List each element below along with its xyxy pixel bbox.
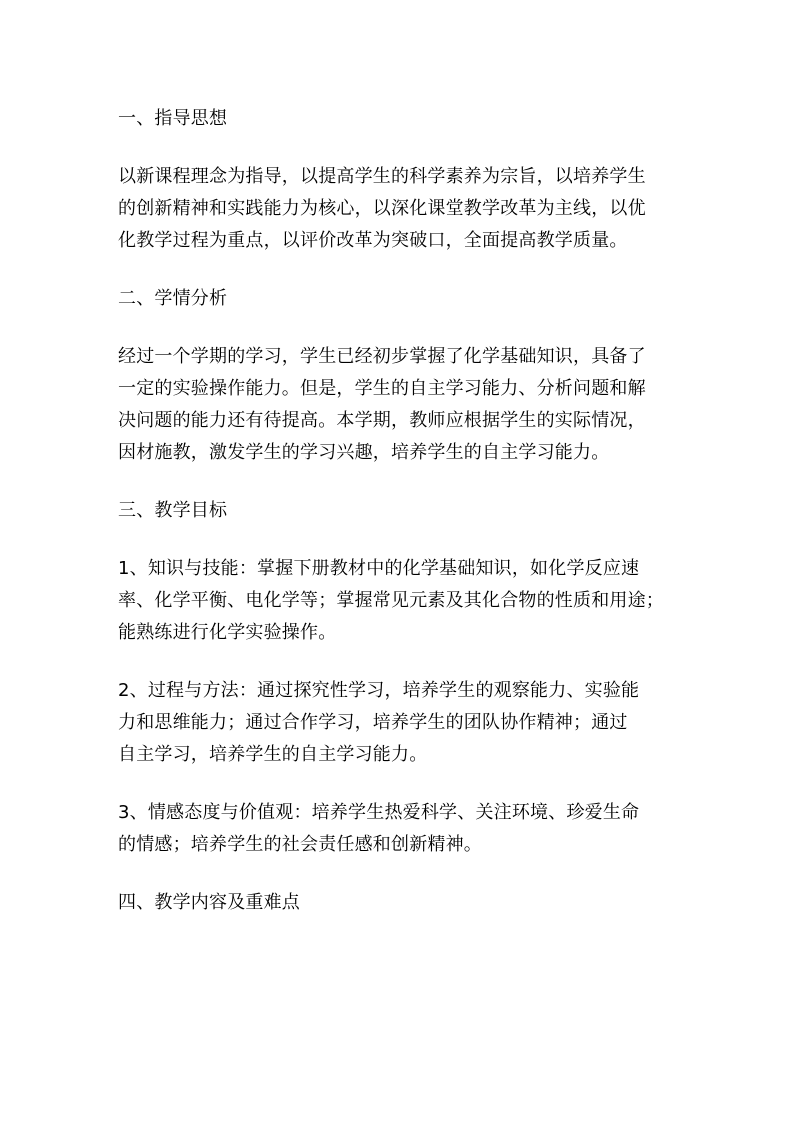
text-line: 率、化学平衡、电化学等；掌握常见元素及其化合物的性质和用途； [118,590,664,611]
text-line: 力和思维能力；通过合作学习，培养学生的团队协作精神；通过 [118,712,628,733]
section-heading-guiding-ideology: 一、指导思想 [118,108,228,129]
text-line: 能熟练进行化学实验操作。 [118,622,337,643]
section-heading-student-analysis: 二、学情分析 [118,288,228,309]
paragraph-goal-knowledge-skills [118,553,684,649]
text-line: 3、情感态度与价值观：培养学生热爱科学、关注环境、珍爱生命 [118,802,640,823]
text-line: 一定的实验操作能力。但是，学生的自主学习能力、分析问题和解 [118,378,646,399]
text-line: 自主学习，培养学生的自主学习能力。 [118,744,428,765]
document-body [118,103,684,919]
text-line: 决问题的能力还有待提高。本学期，教师应根据学生的实际情况， [118,410,646,431]
paragraph-student-analysis [118,341,684,469]
text-line: 化教学过程为重点，以评价改革为突破口，全面提高教学质量。 [118,230,628,251]
text-line: 经过一个学期的学习，学生已经初步掌握了化学基础知识，具备了 [118,346,646,367]
paragraph-guiding-ideology [118,161,684,257]
text-line: 以新课程理念为指导，以提高学生的科学素养为宗旨，以培养学生 [118,166,646,187]
text-line: 的创新精神和实践能力为核心，以深化课堂教学改革为主线，以优 [118,198,646,219]
text-line: 因材施教，激发学生的学习兴趣，培养学生的自主学习能力。 [118,442,610,463]
paragraph-goal-attitudes-values [118,797,684,861]
paragraph-goal-process-methods [118,675,684,771]
section-heading-content-key-points: 四、教学内容及重难点 [118,892,300,913]
text-line: 2、过程与方法：通过探究性学习，培养学生的观察能力、实验能 [118,680,640,701]
section-heading-teaching-goals: 三、教学目标 [118,500,228,521]
text-line: 的情感；培养学生的社会责任感和创新精神。 [118,834,482,855]
text-line: 1、知识与技能：掌握下册教材中的化学基础知识，如化学反应速 [118,558,640,579]
